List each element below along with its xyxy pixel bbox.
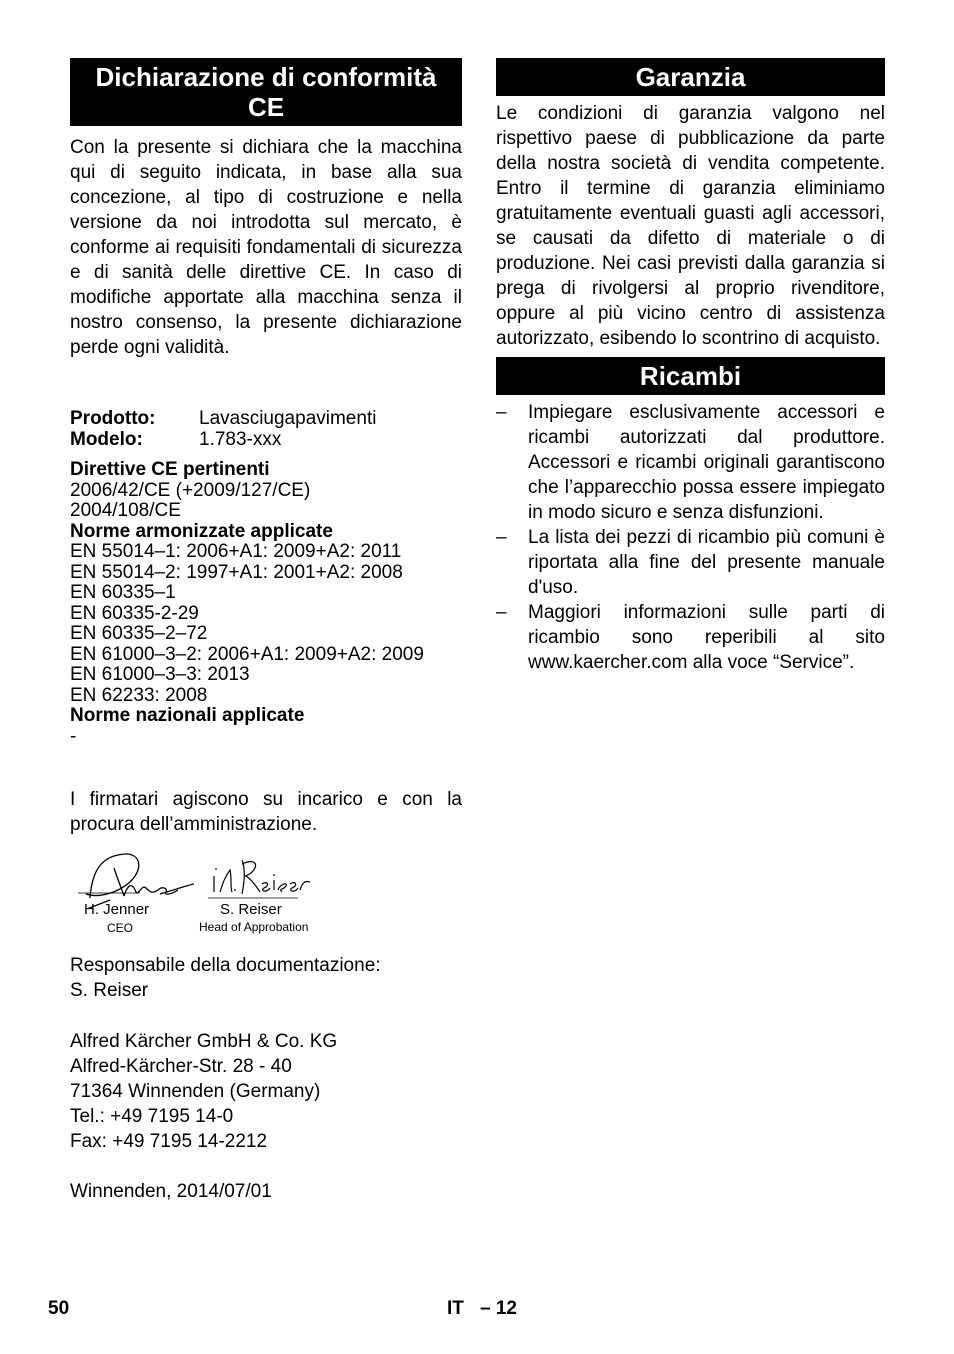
- documentation-block: [70, 953, 462, 1204]
- harmonized-item: EN 60335-2-29: [70, 602, 199, 624]
- bullet-dash: –: [496, 602, 507, 623]
- harmonized-item: EN 60335–1: [70, 582, 176, 603]
- product-specs: [70, 409, 462, 450]
- national-heading: Norme nazionali applicate: [70, 705, 305, 726]
- directives-heading: Direttive CE pertinenti: [70, 459, 270, 480]
- address-line: Alfred-Kärcher-Str. 28 - 40: [70, 1056, 292, 1077]
- harmonized-item: EN 61000–3–2: 2006+A1: 2009+A2: 2009: [70, 643, 424, 665]
- list-item: [496, 400, 885, 525]
- left-column: [70, 58, 462, 837]
- list-item-text: Maggiori informazioni sulle parti di ricambio sono reperibili al sito www.kaercher.com alla voce “Service”.: [528, 602, 885, 673]
- declaration-intro: Con la presente si dichiara che la macchina qui di seguito indicata, in base alla sua concezione, al tipo di costruzione e nella versione da noi introdotta sul mercato, è conforme ai requisiti fondamentali di sicurezza e di sanità delle direttive CE. In caso di modifiche apportate alla macchina senza il nostro consenso, la presente dichiarazione perde ogni validità.: [70, 137, 462, 358]
- bullet-dash: –: [496, 527, 507, 548]
- place-date: Winnenden, 2014/07/01: [70, 1181, 272, 1202]
- address-line: 71364 Winnenden (Germany): [70, 1081, 321, 1102]
- declaration-heading: Dichiarazione di conformità CE: [70, 58, 462, 126]
- directive-item: 2006/42/CE (+2009/127/CE): [70, 479, 311, 501]
- spare-parts-list: [496, 400, 885, 675]
- address-line: Tel.: +49 7195 14-0: [70, 1106, 234, 1127]
- list-item: [496, 525, 885, 600]
- harmonized-item: EN 62233: 2008: [70, 684, 208, 706]
- national-value: -: [70, 725, 77, 747]
- model-label: Modelo:: [70, 428, 143, 450]
- section-page: – 12: [480, 1298, 517, 1319]
- harmonized-item: EN 55014–1: 2006+A1: 2009+A2: 2011: [70, 541, 402, 562]
- harmonized-item: EN 60335–2–72: [70, 623, 208, 644]
- doc-responsible-label: Responsabile della documentazione:: [70, 955, 381, 976]
- spare-parts-heading: Ricambi: [496, 357, 885, 395]
- signer2-title: Head of Approbation: [199, 920, 309, 934]
- doc-responsible-name: S. Reiser: [70, 980, 149, 1001]
- warranty-text: Le condizioni di garanzia valgono nel rispettivo paese di pubblicazione da parte della nostra società di vendita competente. Entro il termine di garanzia eliminiamo gratuitamente eventuali guasti agli accessori, se causati da difetto di materiale o di produzione. Nei casi previsti dalla garanzia si prega di rivolgersi al proprio rivenditore, oppure al più vicino centro di assistenza autorizzato, esibendo lo scontrino di acquisto.: [496, 103, 885, 349]
- signer1-name: H. Jenner: [84, 901, 150, 918]
- bullet-dash: –: [496, 402, 507, 423]
- list-item: [496, 600, 885, 675]
- product-label: Prodotto:: [70, 408, 156, 429]
- directive-item: 2004/108/CE: [70, 500, 181, 521]
- signatories-text: I firmatari agiscono su incarico e con la procura dell’amministrazione.: [70, 789, 462, 835]
- model-row: [70, 430, 462, 451]
- warranty-heading: Garanzia: [496, 58, 885, 96]
- signer2-name: S. Reiser: [220, 901, 282, 918]
- product-row: [70, 409, 462, 430]
- list-item-text: Impiegare esclusivamente accessori e ricambi autorizzati dal produttore. Accessori e ricambi originali garantiscono che l’apparecchio possa essere impiegato in modo sicuro e senza disfunzioni.: [528, 402, 885, 523]
- signer1-title: CEO: [107, 921, 134, 935]
- harmonized-item: EN 61000–3–3: 2013: [70, 664, 250, 685]
- right-column: [496, 58, 885, 675]
- signature-block: [70, 848, 330, 940]
- language-code: IT: [447, 1298, 464, 1319]
- harmonized-item: EN 55014–2: 1997+A1: 2001+A2: 2008: [70, 561, 403, 583]
- standards-block: [70, 460, 462, 747]
- product-value: Lavasciugapavimenti: [199, 408, 377, 429]
- harmonized-heading: Norme armonizzate applicate: [70, 520, 333, 542]
- model-value: 1.783-xxx: [199, 428, 282, 450]
- address-line: Fax: +49 7195 14-2212: [70, 1131, 268, 1152]
- list-item-text: La lista dei pezzi di ricambio più comuni è riportata alla fine del presente manuale d'uso.: [528, 527, 885, 598]
- address-line: Alfred Kärcher GmbH & Co. KG: [70, 1031, 338, 1052]
- page-number: 50: [48, 1298, 70, 1319]
